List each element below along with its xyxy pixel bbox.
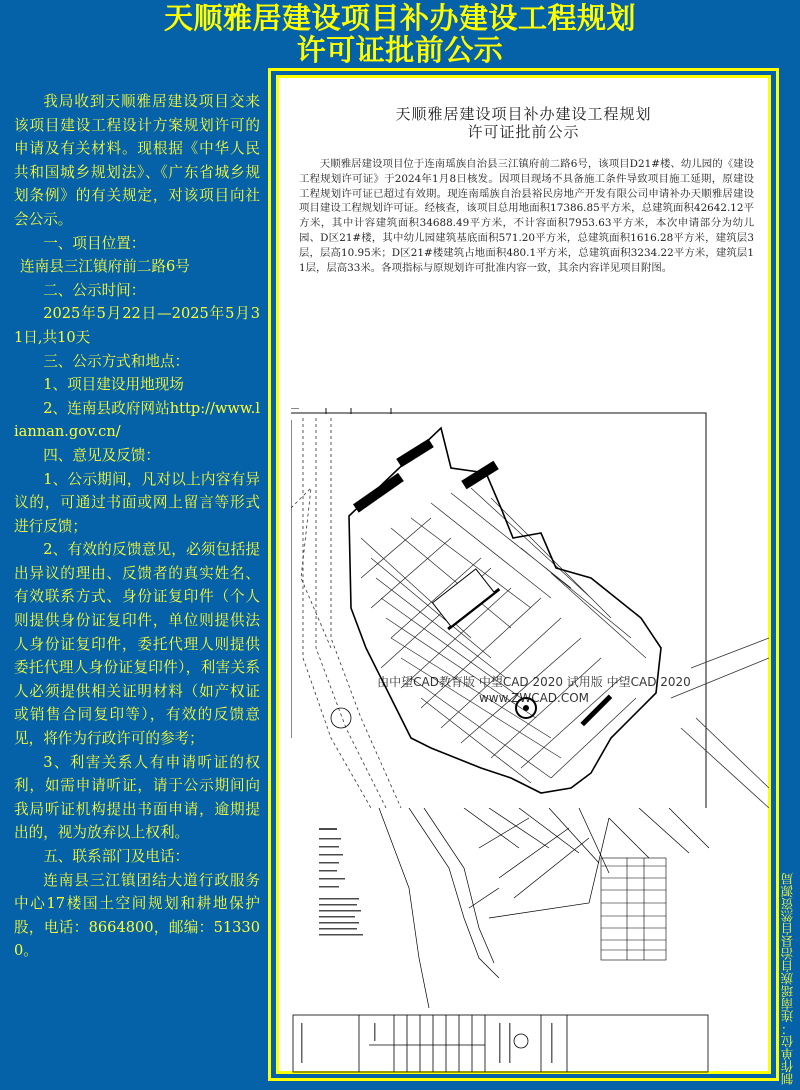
producer-credit: 制作单位：连南瑶族自治县自然资源局 — [780, 872, 795, 1085]
section3-item1: 1、项目建设用地现场 — [43, 376, 184, 394]
notice-title — [0, 2, 800, 66]
section3-heading: 三、公示方式和地点： — [43, 352, 190, 370]
contact-info: 连南县三江镇团结大道行政服务中心17楼国土空间规划和耕地保护股，电话：8664800，邮编：513300。 — [14, 871, 260, 960]
section4-item3: 3、利害关系人有申请听证的权利，如需申请听证，请于公示期间向我局听证机构提出书面申请，逾期提出的，视为放弃以上权利。 — [14, 753, 260, 842]
section4-item2: 2、有效的反馈意见，必须包括提出异议的理由、反馈者的真实姓名、有效联系方式、身份证复印件（个人则提供身份证复印件，单位则提供法人身份证复印件，委托代理人则提供委托代理人身份证复印件），利害关系人必须提供相关证明材料（如产权证或销售合同复印等），有效的反馈意见，将作为行政许可的参考； — [14, 541, 260, 748]
notice-title-line1: 天顺雅居建设项目补办建设工程规划 — [163, 1, 636, 35]
section2-heading: 二、公示时间： — [43, 281, 146, 299]
notice-text-panel — [14, 90, 260, 963]
document-body: 天顺雅居建设项目位于连南瑶族自治县三江镇府前二路6号，该项目D21#楼、幼儿园的《建设工程规划许可证》于2024年1月8日核发。因项目现场不具备施工条件导致项目施工延期，原建设工程规划许可证已超过有效期。现连南瑶族自治县裕民房地产开发有限公司申请补办天顺雅居建设项目建设工程规划许可证。经核查，该项目总用地面积17386.85平方米，总建筑面积42642.12平方米，其中计容建筑面积34688.49平方米，不计容面积7953.63平方米，本次申请部分为幼儿园、D区21#楼，其中幼儿园建筑基底面积571.20平方米，总建筑面积1616.28平方米，建筑层3层，层高10.95米；D区21#楼建筑占地面积480.1平方米，总建筑面积3234.22平方米，建筑层11层，层高33米。各项指标与原规划许可批准内容一致，其余内容详见项目附图。 — [299, 158, 754, 274]
site-plan-drawing-lower — [289, 808, 767, 1078]
intro-paragraph: 我局收到天顺雅居建设项目交来该项目建设工程设计方案规划许可的申请及有关材料。现根据《中华人民共和国城乡规划法》、《广东省城乡规划条例》的有关规定，对该项目向社会公示。 — [14, 93, 260, 228]
notice-title-line2: 许可证批前公示 — [296, 33, 504, 67]
document-title-line2: 许可证批前公示 — [467, 123, 580, 141]
section4-item1: 1、公示期间，凡对以上内容有异议的，可通过书面或网上留言等形式进行反馈； — [14, 470, 260, 535]
section5-heading: 五、联系部门及电话： — [43, 848, 190, 865]
cad-watermark — [369, 674, 699, 706]
cad-watermark-line1: 由中望CAD教育版 中望CAD 2020 试用版 中望CAD 2020 — [377, 675, 691, 689]
document-page — [276, 75, 771, 1074]
notice-period: 2025年5月22日—2025年5月31日,共10天 — [14, 305, 260, 346]
cad-watermark-line2: www.ZWCAD.COM — [478, 691, 590, 705]
document-title-line1: 天顺雅居建设项目补办建设工程规划 — [395, 105, 652, 123]
site-plan-drawing — [291, 408, 769, 808]
section1-heading: 一、项目位置： — [43, 234, 146, 252]
section3-item2: 2、连南县政府网站http://www.liannan.gov.cn/ — [14, 399, 260, 441]
document-title — [279, 105, 768, 141]
section4-heading: 四、意见及反馈： — [43, 446, 160, 464]
project-location: 连南县三江镇府前二路6号 — [20, 258, 190, 276]
